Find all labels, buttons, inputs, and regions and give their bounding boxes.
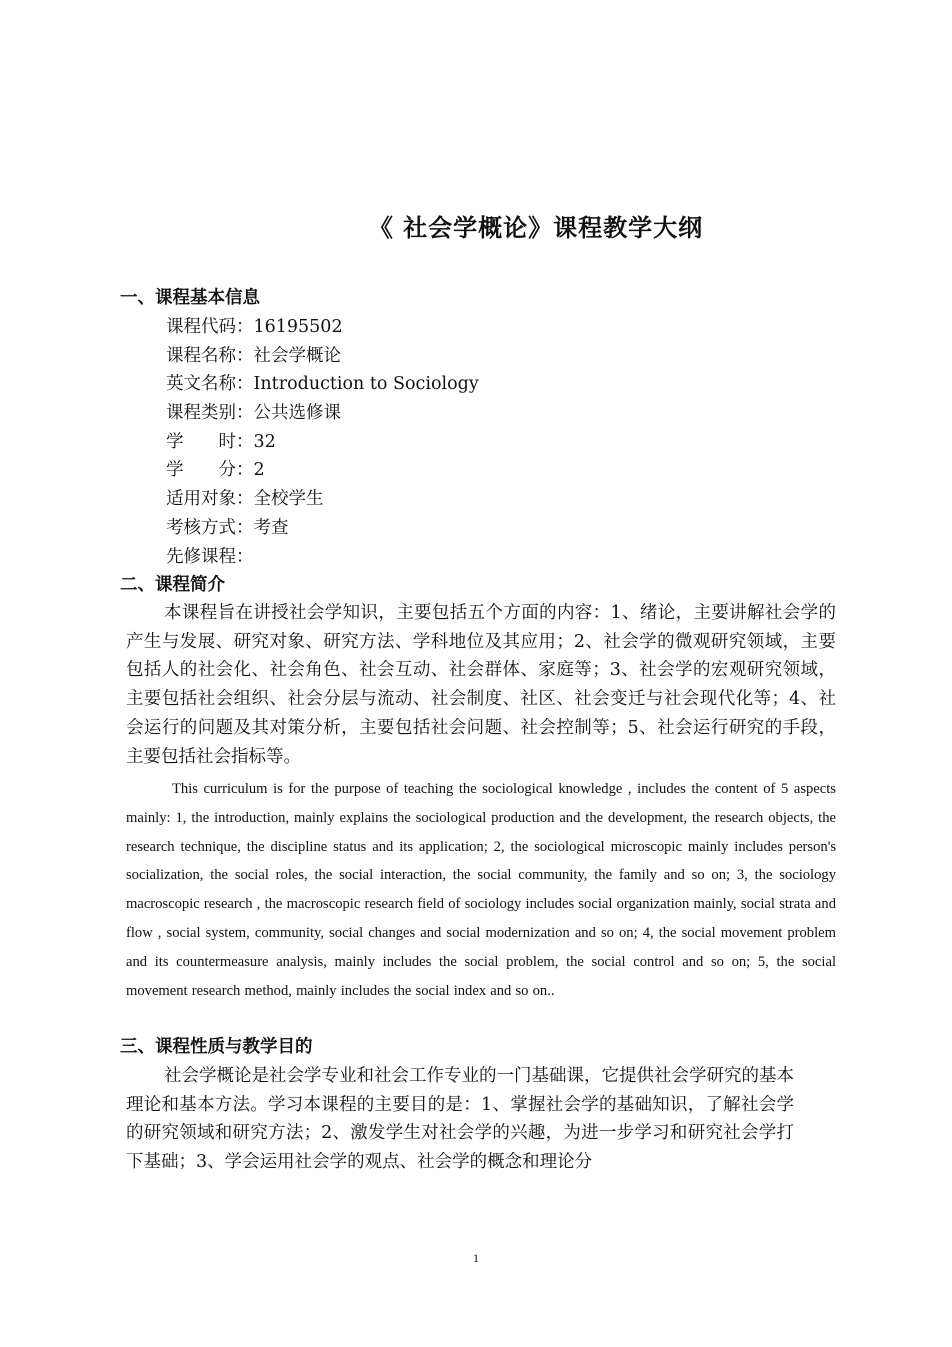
course-info-label: 学 时：	[166, 431, 254, 452]
section-heading-nature: 三、课程性质与教学目的	[120, 1037, 313, 1057]
course-info-list	[166, 313, 479, 571]
course-info-row	[166, 514, 479, 543]
course-info-value: 32	[253, 431, 276, 452]
course-info-value: Introduction to Sociology	[253, 374, 479, 395]
section-heading-intro: 二、课程简介	[120, 575, 225, 595]
course-info-row	[166, 313, 479, 342]
section-heading-basic-info: 一、课程基本信息	[120, 288, 260, 308]
course-info-value: 全校学生	[253, 489, 324, 510]
intro-paragraph-english: This curriculum is for the purpose of teaching the sociological knowledge , includes the content of 5 aspects mainly: 1, the introduction, mainly explains the sociological production and the development, the research objects, the research technique, the discipline status and its application; 2, the sociological microscopic mainly includes person's socialization, the social roles, the social interaction, the social community, the family and so on; 3, the sociology macroscopic research , the macroscopic research field of sociology includes social organization mainly, social strata and flow , social system, community, social changes and social modernization and so on; 4, the social movement problem and its countermeasure analysis, mainly includes the social problem, the social control and so on; 5, the social movement research method, mainly includes the social index and so on..	[126, 781, 836, 999]
course-info-row	[166, 342, 479, 371]
course-info-row	[166, 428, 479, 457]
intro-paragraph-chinese: 本课程旨在讲授社会学知识，主要包括五个方面的内容：1、绪论，主要讲解社会学的产生与发展、研究对象、研究方法、学科地位及其应用；2、社会学的微观研究领域，主要包括人的社会化、社会角色、社会互动、社会群体、家庭等；3、社会学的宏观研究领域，主要包括社会组织、社会分层与流动、社会制度、社区、社会变迁与社会现代化等；4、社会运行的问题及其对策分析，主要包括社会问题、社会控制等；5、社会运行研究的手段，主要包括社会指标等。	[126, 603, 836, 767]
course-info-label: 考核方式：	[166, 517, 254, 538]
course-info-value: 考查	[253, 517, 289, 538]
course-info-value: 社会学概论	[253, 345, 341, 366]
page-number: 1	[473, 1251, 479, 1265]
course-info-label: 适用对象：	[166, 489, 254, 510]
course-info-row	[166, 543, 479, 572]
course-info-value: 2	[253, 460, 265, 481]
course-info-label: 学 分：	[166, 460, 254, 481]
course-info-label: 课程名称：	[166, 345, 254, 366]
course-info-label: 课程代码：	[166, 317, 254, 337]
nature-paragraph-chinese: 社会学概论是社会学专业和社会工作专业的一门基础课，它提供社会学研究的基本理论和基本方法。学习本课程的主要目的是：1、掌握社会学的基础知识，了解社会学的研究领域和研究方法；2、激发学生对社会学的兴趣，为进一步学习和研究社会学打下基础；3、学会运用社会学的观点、社会学的概念和理论分	[126, 1066, 794, 1173]
course-info-value: 公共选修课	[253, 403, 341, 424]
course-info-row	[166, 456, 479, 485]
page-title: 《 社会学概论》课程教学大纲	[368, 214, 704, 242]
course-info-row	[166, 370, 479, 399]
course-info-label: 先修课程：	[166, 546, 254, 567]
course-info-label: 课程类别：	[166, 403, 254, 424]
course-info-row	[166, 399, 479, 428]
course-info-label: 英文名称：	[166, 374, 254, 395]
course-info-row	[166, 485, 479, 514]
course-info-value: 16195502	[253, 317, 343, 337]
